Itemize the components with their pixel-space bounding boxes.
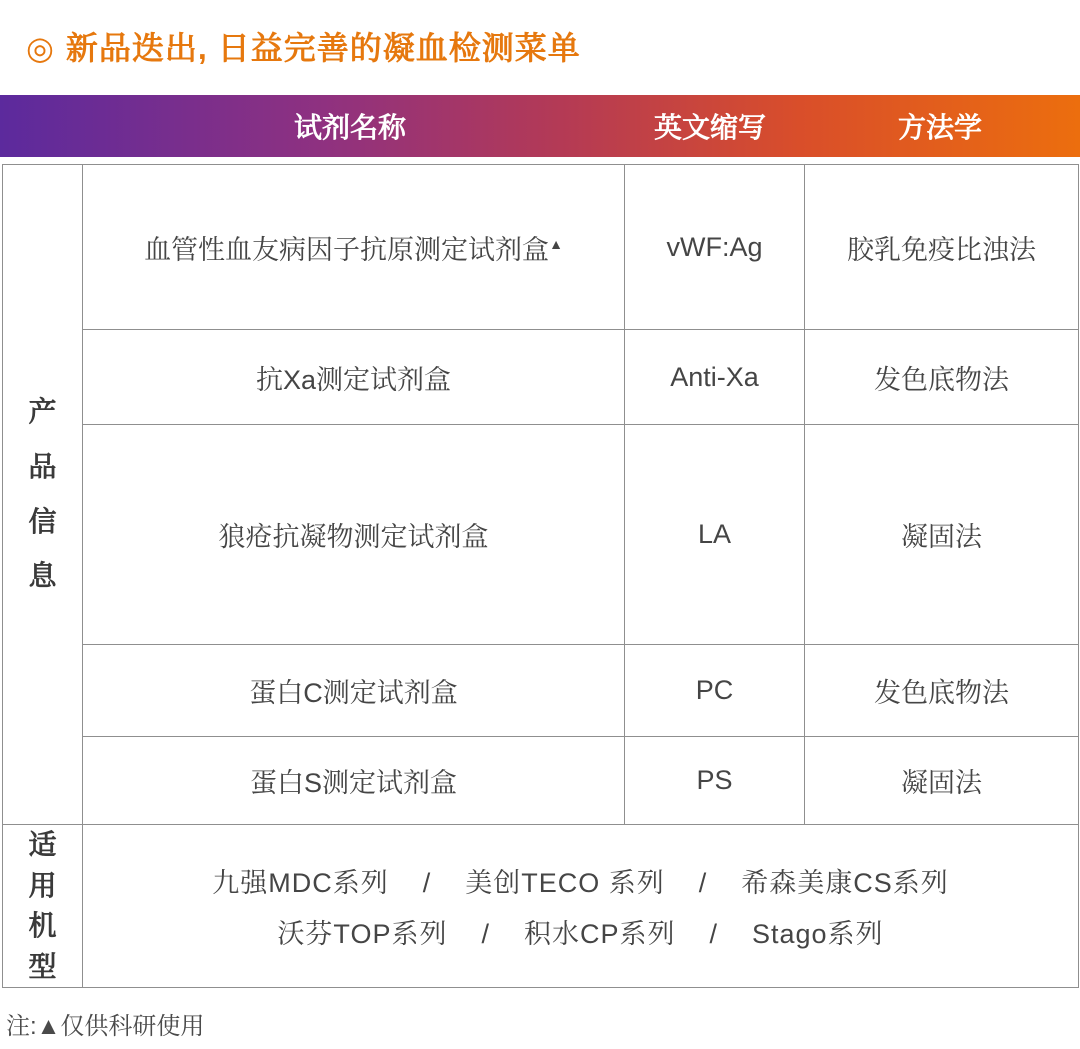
cell-abbreviation: Anti-Xa	[625, 330, 805, 425]
research-use-marker-icon: ▲	[549, 235, 563, 252]
header-reagent-name: 试剂名称	[293, 112, 406, 143]
header-methodology: 方法学	[897, 112, 982, 143]
cell-method: 发色底物法	[805, 330, 1079, 425]
page-title	[0, 0, 1080, 95]
table-row	[3, 425, 1079, 645]
row-group-label-applicable-models	[3, 825, 83, 988]
models-line-1: 九强MDC系列 / 美创TECO 系列 / 希森美康CS系列	[212, 868, 949, 899]
cell-reagent-name	[83, 165, 625, 330]
row-group-label-product-info	[3, 165, 83, 825]
cell-reagent-name: 狼疮抗凝物测定试剂盒	[83, 425, 625, 645]
table-row	[3, 645, 1079, 737]
cell-abbreviation: PS	[625, 737, 805, 825]
table-row-models	[3, 825, 1079, 988]
models-line-2: 沃芬TOP系列 / 积水CP系列 / Stago系列	[277, 919, 884, 950]
header-english-abbreviation: 英文缩写	[653, 112, 766, 143]
applicable-models-vertical-label: 适用机型	[28, 829, 57, 982]
cell-reagent-name: 抗Xa测定试剂盒	[83, 330, 625, 425]
page-title-text: 新品迭出, 日益完善的凝血检测菜单	[65, 29, 581, 66]
cell-abbreviation: vWF:Ag	[625, 165, 805, 330]
product-info-vertical-label: 产品信息	[28, 396, 57, 592]
cell-applicable-models	[83, 825, 1079, 988]
reagent-name-text: 血管性血友病因子抗原测定试剂盒	[144, 234, 550, 265]
cell-method: 凝固法	[805, 425, 1079, 645]
product-table	[2, 164, 1079, 988]
cell-method: 发色底物法	[805, 645, 1079, 737]
bullseye-bullet-icon: ◎	[26, 29, 54, 66]
cell-reagent-name: 蛋白S测定试剂盒	[83, 737, 625, 825]
table-header-bar	[0, 95, 1080, 157]
cell-abbreviation: LA	[625, 425, 805, 645]
cell-method: 胶乳免疫比浊法	[805, 165, 1079, 330]
table-row	[3, 330, 1079, 425]
cell-method: 凝固法	[805, 737, 1079, 825]
cell-reagent-name: 蛋白C测定试剂盒	[83, 645, 625, 737]
cell-abbreviation: PC	[625, 645, 805, 737]
table-row	[3, 737, 1079, 825]
table-row	[3, 165, 1079, 330]
footnote: 注:▲仅供科研使用	[6, 1013, 205, 1041]
